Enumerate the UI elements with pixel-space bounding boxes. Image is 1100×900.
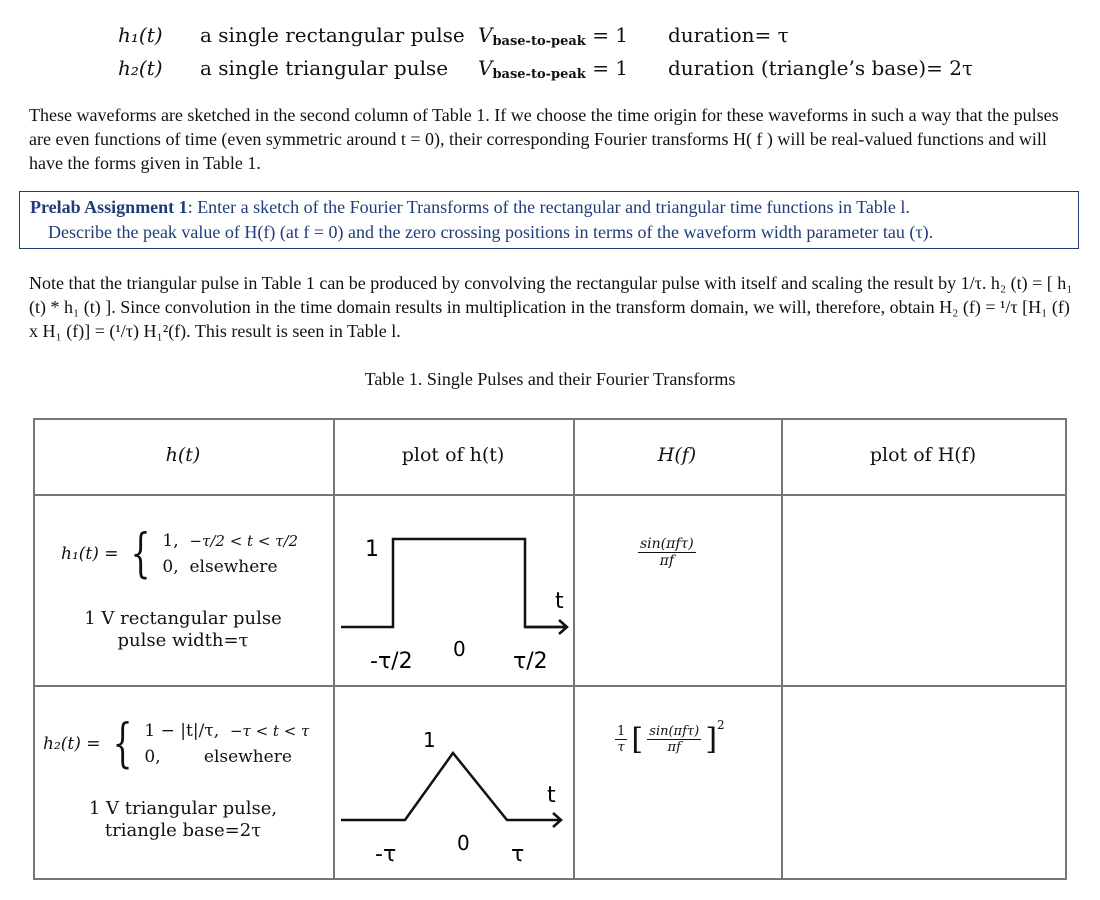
time-label: t	[547, 783, 556, 808]
left-edge-label: -τ	[375, 842, 397, 867]
definition-voltage: $V_{base-to-peak} = 1$	[478, 23, 629, 49]
right-edge-label: τ/2	[513, 649, 548, 674]
convolution-note: Note that the triangular pulse in Table 1 can be produced by convolving the rectangular pulse with itself and scaling the result by 1/τ. h₂ (t) = [ h₁ (t) * h₁ (t) ]. Since convolution in the time domain results in multiplication in the transform domain, we will, therefore, obtain H₂ (f) = ¹/τ [H₁ (f) x H₁ (f)] = (¹/τ) H₁²(f). This result is seen in Table l.	[29, 273, 1073, 341]
amplitude-label: 1	[423, 728, 436, 752]
definition-description: a single rectangular pulse	[200, 23, 465, 47]
header-H-of-f: H(f)	[657, 444, 697, 466]
definition-row-h1	[118, 22, 973, 55]
right-edge-label: τ	[511, 842, 525, 867]
prelab-line-1: : Enter a sketch of the Fourier Transforms of the rectangular and triangular time functions in Table l.	[187, 197, 910, 217]
header-h-of-t: h(t)	[165, 444, 201, 466]
triangle-pulse-curve	[341, 753, 561, 820]
h2-description: 1 V triangular pulse, triangle base=2τ	[88, 798, 278, 841]
pulse-definitions	[118, 22, 973, 88]
h1-formula: h₁(t) = { 1, −τ/2 < t < τ/2 0, elsewhere	[61, 524, 299, 584]
time-label: t	[555, 589, 564, 614]
definition-symbol: h₁(t)	[118, 23, 163, 47]
left-edge-label: -τ/2	[370, 649, 413, 674]
intro-paragraph: These waveforms are sketched in the second column of Table 1. If we choose the time origin for these waveforms in such a way that the pulses are even functions of time (even symmetric around t = 0), their corresponding Fourier transforms H( f ) will be real-valued functions and will have the forms given in Table 1.	[29, 105, 1059, 173]
definition-description: a single triangular pulse	[200, 56, 449, 80]
time-axis-arrow	[525, 620, 567, 634]
origin-label: 0	[457, 831, 470, 855]
h2-formula: h₂(t) = { 1 − |t|/τ, −τ < t < τ 0, elsewhere	[43, 714, 310, 774]
table-caption: Table 1. Single Pulses and their Fourier Transforms	[364, 369, 736, 389]
origin-label: 0	[453, 637, 466, 661]
H2-transform: $\frac{1}{\tau}$ [ $\frac{\text{sin(πfτ)}}{\pi f}$ ]$^2$	[617, 718, 725, 757]
header-plot-h-of-t: plot of h(t)	[401, 444, 505, 466]
H1-transform: $\frac{\text{sin(πfτ)}}{\pi f}$	[640, 536, 694, 569]
amplitude-label: 1	[365, 537, 379, 562]
definition-duration: duration (triangle’s base)= 2τ	[668, 56, 974, 80]
triangle-pulse-sketch	[335, 687, 573, 878]
pulse-table	[33, 418, 1067, 880]
definition-voltage: $V_{base-to-peak} = 1$	[478, 56, 629, 82]
H2-plot-cell	[783, 687, 1065, 878]
definition-row-h2	[118, 55, 973, 88]
definition-symbol: h₂(t)	[118, 56, 163, 80]
prelab-assignment-box	[19, 191, 1079, 249]
rect-pulse-sketch	[335, 496, 573, 685]
definition-duration: duration= τ	[668, 23, 789, 47]
header-plot-H-of-f: plot of H(f)	[869, 444, 977, 466]
H1-plot-cell	[783, 496, 1065, 685]
prelab-line-2: Describe the peak value of H(f) (at f = 0) and the zero crossing positions in terms of the waveform width parameter tau (τ).	[48, 222, 934, 242]
h1-description: 1 V rectangular pulse pulse width=τ	[84, 608, 282, 651]
prelab-title: Prelab Assignment 1	[30, 197, 188, 217]
